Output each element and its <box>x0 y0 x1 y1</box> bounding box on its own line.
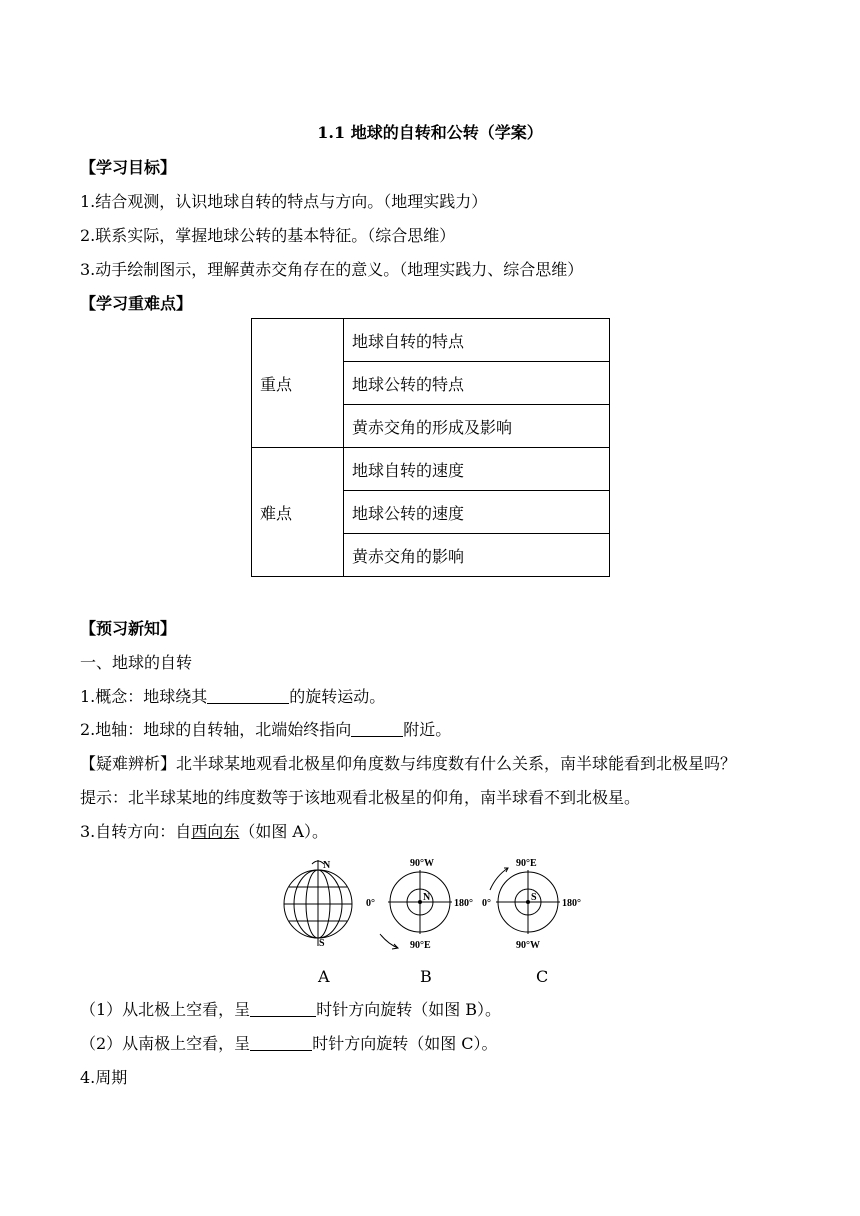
figure-a-globe <box>284 860 352 946</box>
difficult-item-3: 黄赤交角的影响 <box>344 534 610 577</box>
rotation-figure <box>276 856 596 952</box>
difficult-item-1: 地球自转的速度 <box>344 448 610 491</box>
figure-label-a: A <box>318 967 330 986</box>
figure-c-left-label: 0° <box>482 898 491 909</box>
hint-line: 提示：北半球某地的纬度数等于该地观看北极星的仰角，南半球看不到北极星。 <box>80 788 641 807</box>
figure-b-left-label: 0° <box>366 898 375 909</box>
south-view-line: （2）从南极上空看，呈 时针方向旋转（如图 C）。 <box>80 1034 498 1053</box>
figure-b-top-label: 90°W <box>410 858 434 869</box>
figure-label-b: B <box>420 967 432 986</box>
doubt-text: 北半球某地观看北极星仰角度数与纬度数有什么关系，南半球能看到北极星吗？ <box>176 754 737 773</box>
figure-label-c: C <box>536 967 549 986</box>
key-item-3: 黄赤交角的形成及影响 <box>344 405 610 448</box>
doubt-label: 【疑难辨析】 <box>80 754 177 773</box>
figure-b-center-label: N <box>423 892 431 903</box>
axis-blank[interactable] <box>351 720 403 737</box>
figure-c-right-label: 180° <box>562 898 581 909</box>
figure-a-north-label: N <box>323 860 331 871</box>
objective-2: 2.联系实际，掌握地球公转的基本特征。（综合思维） <box>80 226 456 245</box>
north-view-line: （1）从北极上空看，呈 时针方向旋转（如图 B）。 <box>80 1000 502 1019</box>
figure-c-bottom-label: 90°W <box>516 940 540 951</box>
page-title: 1.1 地球的自转和公转（学案） <box>317 123 543 142</box>
section-key-difficult: 【学习重难点】 <box>80 294 193 313</box>
axis-line: 2.地轴：地球的自转轴，北端始终指向 附近。 <box>80 720 452 739</box>
doubt-line <box>80 754 736 774</box>
figure-c-south-view <box>490 868 560 934</box>
difficult-item-2: 地球公转的速度 <box>344 491 610 534</box>
figure-c-top-label: 90°E <box>516 858 537 869</box>
key-item-2: 地球公转的特点 <box>344 362 610 405</box>
objective-1: 1.结合观测，认识地球自转的特点与方向。（地理实践力） <box>80 192 488 211</box>
north-view-blank[interactable] <box>250 1000 316 1017</box>
south-view-blank[interactable] <box>250 1034 312 1051</box>
difficult-points-label: 难点 <box>252 448 344 577</box>
direction-line: 3.自转方向：自西向东（如图 A）。 <box>80 822 328 841</box>
key-points-label: 重点 <box>252 319 344 448</box>
key-difficult-table <box>251 318 610 577</box>
objective-3: 3.动手绘制图示，理解黄赤交角存在的意义。（地理实践力、综合思维） <box>80 260 584 279</box>
section-objectives: 【学习目标】 <box>80 158 177 177</box>
key-item-1: 地球自转的特点 <box>344 319 610 362</box>
figure-b-bottom-label: 90°E <box>410 940 431 951</box>
preview-heading: 一、地球的自转 <box>80 653 193 672</box>
figure-a-south-label: S <box>319 938 325 949</box>
figure-c-center-label: S <box>531 892 537 903</box>
concept-blank[interactable] <box>207 687 289 704</box>
concept-line: 1.概念：地球绕其 的旋转运动。 <box>80 687 386 706</box>
section-preview: 【预习新知】 <box>80 619 177 638</box>
period-line: 4.周期 <box>80 1068 128 1087</box>
figure-b-north-view <box>380 870 452 949</box>
figure-b-right-label: 180° <box>454 898 473 909</box>
